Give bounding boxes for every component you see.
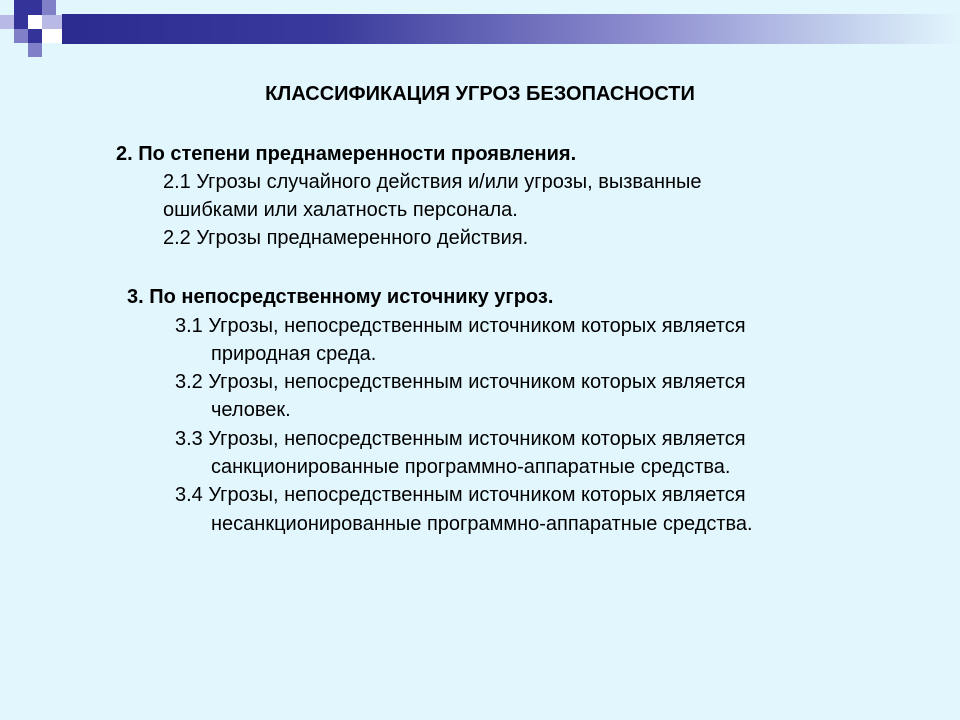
decor-square-3 <box>0 15 14 29</box>
decor-square-6 <box>42 15 62 29</box>
item-3-2-line-1: 3.2 Угрозы, непосредственным источником которых является <box>175 371 746 393</box>
decor-square-9 <box>42 29 62 43</box>
item-3-1-line-1: 3.1 Угрозы, непосредственным источником которых является <box>175 315 746 337</box>
item-3-1-line-2: природная среда. <box>211 343 377 365</box>
section-2-heading: 2. По степени преднамеренности проявления. <box>116 143 577 165</box>
header-gradient-bar <box>62 14 960 44</box>
decor-square-5 <box>28 15 42 29</box>
decor-square-2 <box>42 0 56 15</box>
item-2-2-line-1: 2.2 Угрозы преднамеренного действия. <box>163 227 529 249</box>
decor-square-4 <box>14 15 28 29</box>
decor-square-7 <box>14 29 28 43</box>
decor-square-1 <box>14 0 42 15</box>
item-3-4-line-1: 3.4 Угрозы, непосредственным источником которых является <box>175 484 746 506</box>
decor-square-8 <box>28 29 42 43</box>
page-title: КЛАССИФИКАЦИЯ УГРОЗ БЕЗОПАСНОСТИ <box>265 83 695 105</box>
decor-square-10 <box>28 43 42 57</box>
item-2-1-line-1: 2.1 Угрозы случайного действия и/или угрозы, вызванные <box>163 171 702 193</box>
item-3-3-line-2: санкционированные программно-аппаратные средства. <box>211 456 731 478</box>
item-3-2-line-2: человек. <box>211 399 291 421</box>
item-3-4-line-2: несанкционированные программно-аппаратные средства. <box>211 513 753 535</box>
item-3-3-line-1: 3.3 Угрозы, непосредственным источником которых является <box>175 428 746 450</box>
item-2-1-line-2: ошибками или халатность персонала. <box>163 199 518 221</box>
section-3-heading: 3. По непосредственному источнику угроз. <box>127 286 554 308</box>
